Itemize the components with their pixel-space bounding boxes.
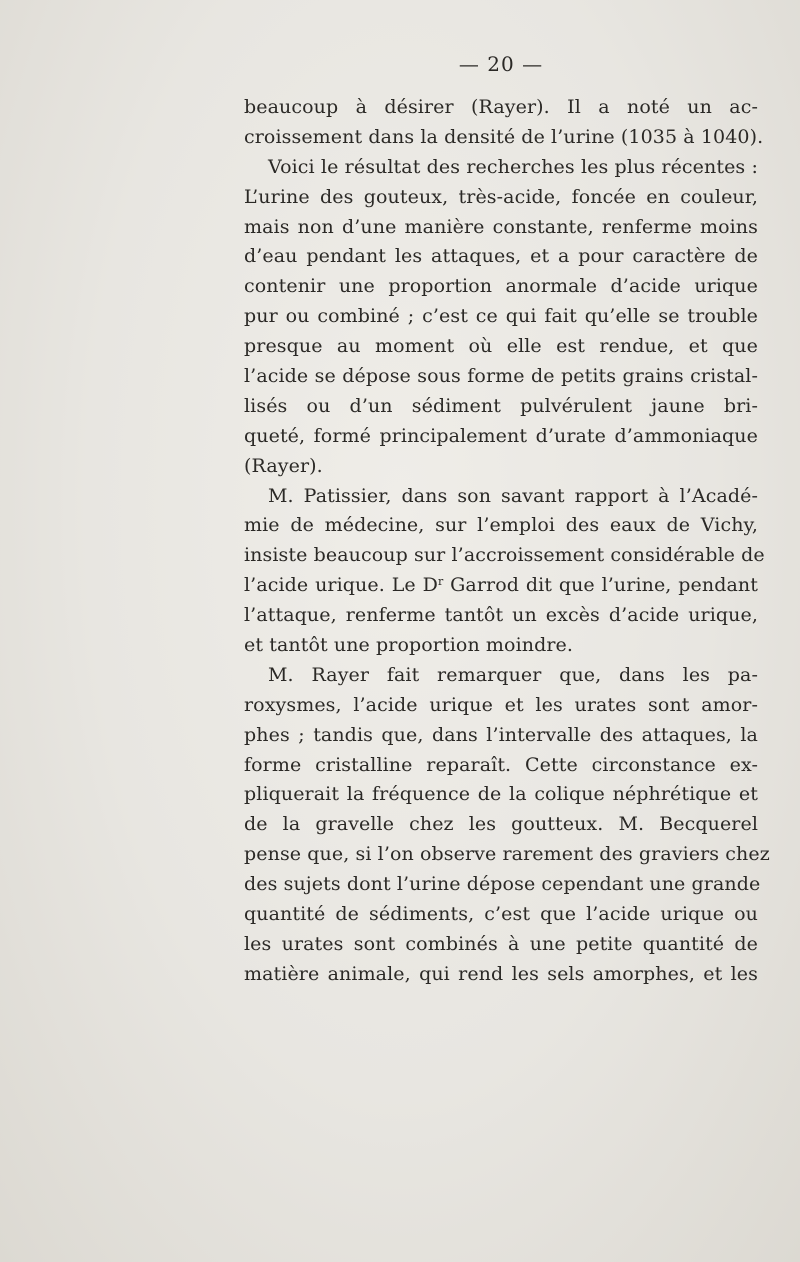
text-line: pur ou combiné ; c’est ce qui fait qu’elle se trouble [244,305,758,328]
text-line: des sujets dont l’urine dépose cependant une grande [244,873,761,896]
text-line: M. Rayer fait remarquer que, dans les pa- [268,663,758,686]
text-line: de la gravelle chez les goutteux. M. Becquerel [244,813,758,836]
text-line: lisés ou d’un sédiment pulvérulent jaune bri- [244,394,758,417]
text-line: l’acide se dépose sous forme de petits grains cristal- [244,365,758,388]
text-line: l’attaque, renferme tantôt un excès d’acide urique, [244,604,758,627]
text-line: (Rayer). [244,454,323,477]
text-line [244,571,758,601]
text-line: beaucoup à désirer (Rayer). Il a noté un ac- [244,96,758,118]
text-line: pense que, si l’on observe rarement des graviers chez [244,843,770,866]
page-number: — 20 — [458,52,544,76]
text-line: matière animale, qui rend les sels amorphes, et les [244,962,758,985]
body-text [244,93,770,990]
text-line: phes ; tandis que, dans l’intervalle des attaques, la [244,723,758,746]
text-line: d’eau pendant les attaques, et a pour caractère de [244,245,758,268]
text-line: croissement dans la densité de l’urine (1035 à 1040). [244,125,764,148]
text-line: mais non d’une manière constante, renferme moins [244,215,758,238]
text-line: M. Patissier, dans son savant rapport à l’Acadé- [268,484,758,507]
text-line: forme cristalline reparaît. Cette circonstance ex- [244,753,758,776]
text-line: presque au moment où elle est rendue, et que [244,335,758,358]
text-line: pliquerait la fréquence de la colique néphrétique et [244,783,758,806]
text-line: quantité de sédiments, c’est que l’acide urique ou [244,903,758,926]
text-line: et tantôt une proportion moindre. [244,634,574,657]
text-line: roxysmes, l’acide urique et les urates sont amor- [244,693,758,716]
text-fragment: l’acide urique. Le D [244,574,438,597]
superscript: r [437,575,444,589]
text-line: les urates sont combinés à une petite quantité de [244,932,758,955]
text-line: insiste beaucoup sur l’accroissement considérable de [244,544,765,567]
text-line: contenir une proportion anormale d’acide urique [244,275,758,298]
text-line: Voici le résultat des recherches les plus récentes : [268,155,758,178]
text-line: mie de médecine, sur l’emploi des eaux de Vichy, [244,514,758,537]
text-fragment: Garrod dit que l’urine, pendant [443,574,758,597]
text-line: L’urine des gouteux, très-acide, foncée en couleur, [244,185,758,208]
text-line: queté, formé principalement d’urate d’ammoniaque [244,424,758,447]
